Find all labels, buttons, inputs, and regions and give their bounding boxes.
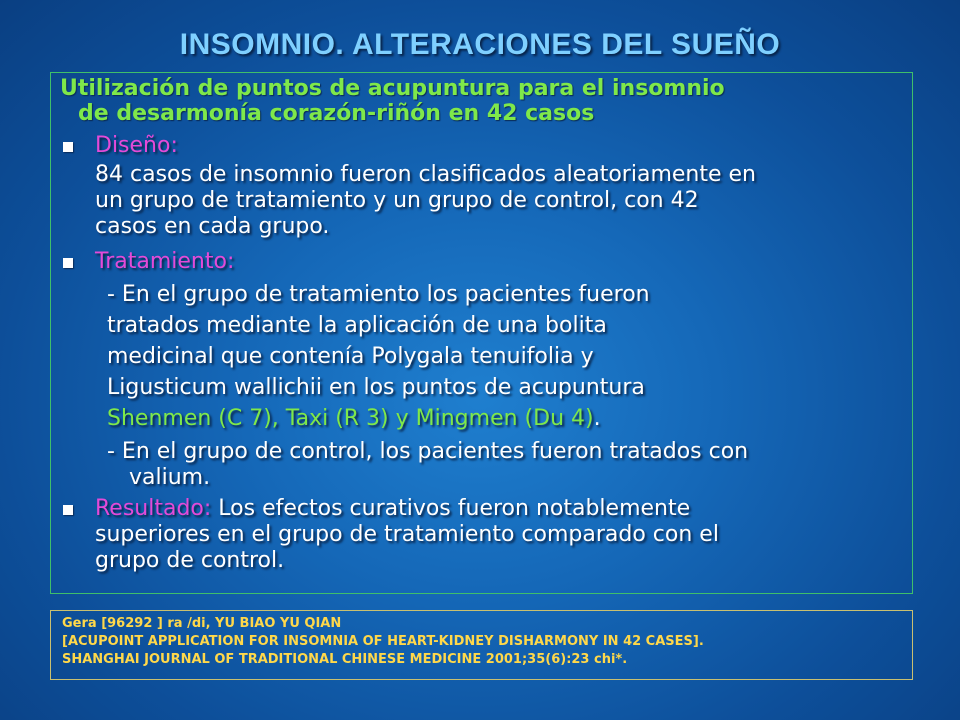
control-line-2: valium. — [129, 465, 211, 490]
treatment-points-line — [107, 406, 601, 432]
design-label: Diseño: — [95, 133, 178, 158]
design-line-1: 84 casos de insomnio fueron clasificados aleatoriamente en — [95, 162, 756, 187]
acupuncture-points: Shenmen (C 7), Taxi (R 3) y Mingmen (Du 4) — [107, 406, 594, 431]
bullet-design — [63, 142, 73, 152]
bullet-result — [63, 505, 73, 515]
design-line-3: casos en cada grupo. — [95, 214, 330, 239]
reference-line-2: [ACUPOINT APPLICATION FOR INSOMNIA OF HEART-KIDNEY DISHARMONY IN 42 CASES]. — [62, 634, 704, 649]
result-label: Resultado: — [95, 496, 212, 521]
result-line-2: superiores en el grupo de tratamiento comparado con el — [95, 522, 719, 547]
treatment-line-2: tratados mediante la aplicación de una bolita — [107, 313, 607, 338]
treatment-line-4: Ligusticum wallichii en los puntos de acupuntura — [107, 375, 645, 400]
result-line-1-text: Los efectos curativos fueron notablemente — [211, 496, 691, 521]
control-line-1: - En el grupo de control, los pacientes fueron tratados con — [107, 439, 749, 464]
heading-line-2: de desarmonía corazón-riñón en 42 casos — [78, 101, 595, 126]
treatment-line-1: - En el grupo de tratamiento los pacientes fueron — [107, 282, 650, 307]
treatment-line-3: medicinal que contenía Polygala tenuifolia y — [107, 344, 594, 369]
points-period: . — [593, 406, 601, 431]
reference-line-1: Gera [96292 ] ra /di, YU BIAO YU QIAN — [62, 616, 342, 631]
slide-title: INSOMNIO. ALTERACIONES DEL SUEÑO — [179, 28, 781, 61]
result-line-3: grupo de control. — [95, 548, 285, 573]
design-line-2: un grupo de tratamiento y un grupo de control, con 42 — [95, 188, 699, 213]
treatment-label: Tratamiento: — [95, 249, 235, 274]
study-heading — [60, 76, 900, 126]
result-line-1 — [95, 496, 690, 522]
heading-line-1: Utilización de puntos de acupuntura para el insomnio — [60, 76, 725, 101]
reference-line-3: SHANGHAI JOURNAL OF TRADITIONAL CHINESE MEDICINE 2001;35(6):23 chi*. — [62, 652, 628, 667]
bullet-treatment — [63, 258, 73, 268]
